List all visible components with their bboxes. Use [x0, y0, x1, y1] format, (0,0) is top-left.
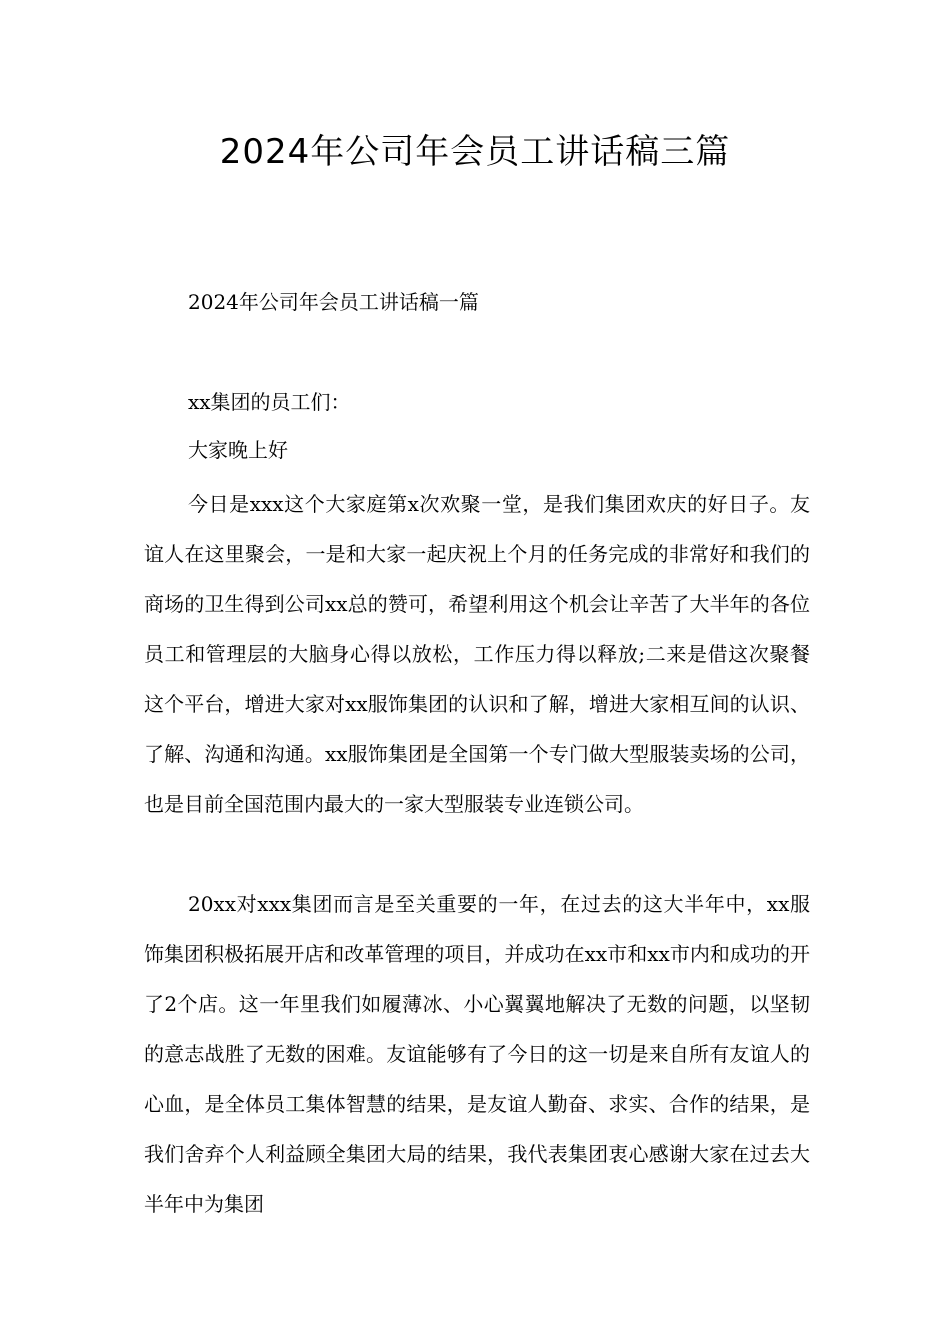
body-paragraph: 今日是xxx这个大家庭第x次欢聚一堂，是我们集团欢庆的好日子。友谊人在这里聚会，一是和大家一起庆祝上个月的任务完成的非常好和我们的商场的卫生得到公司xx总的赞可，希望利用这个机会让辛苦了大半年的各位员工和管理层的大脑身心得以放松，工作压力得以释放;二来是借这次聚餐这个平台，增进大家对xx服饰集团的认识和了解，增进大家相互间的认识、了解、沟通和沟通。xx服饰集团是全国第一个专门做大型服装卖场的公司，也是目前全国范围内最大的一家大型服装专业连锁公司。 [144, 492, 810, 816]
salutation: xx集团的员工们： [188, 390, 351, 414]
greeting: 大家晚上好 [188, 438, 288, 462]
document-title: 2024年公司年会员工讲话稿三篇 [219, 132, 731, 172]
body-paragraph: 20xx对xxx集团而言是至关重要的一年，在过去的这大半年中，xx服饰集团积极拓展开店和改革管理的项目，并成功在xx市和xx市内和成功的开了2个店。这一年里我们如履薄冰、小心翼翼地解决了无数的问题，以坚韧的意志战胜了无数的困难。友谊能够有了今日的这一切是来自所有友谊人的心血，是全体员工集体智慧的结果，是友谊人勤奋、求实、合作的结果，是我们舍弃个人利益顾全集团大局的结果，我代表集团衷心感谢大家在过去大半年中为集团 [144, 892, 810, 1216]
speech-subheading: 2024年公司年会员工讲话稿一篇 [188, 290, 479, 314]
